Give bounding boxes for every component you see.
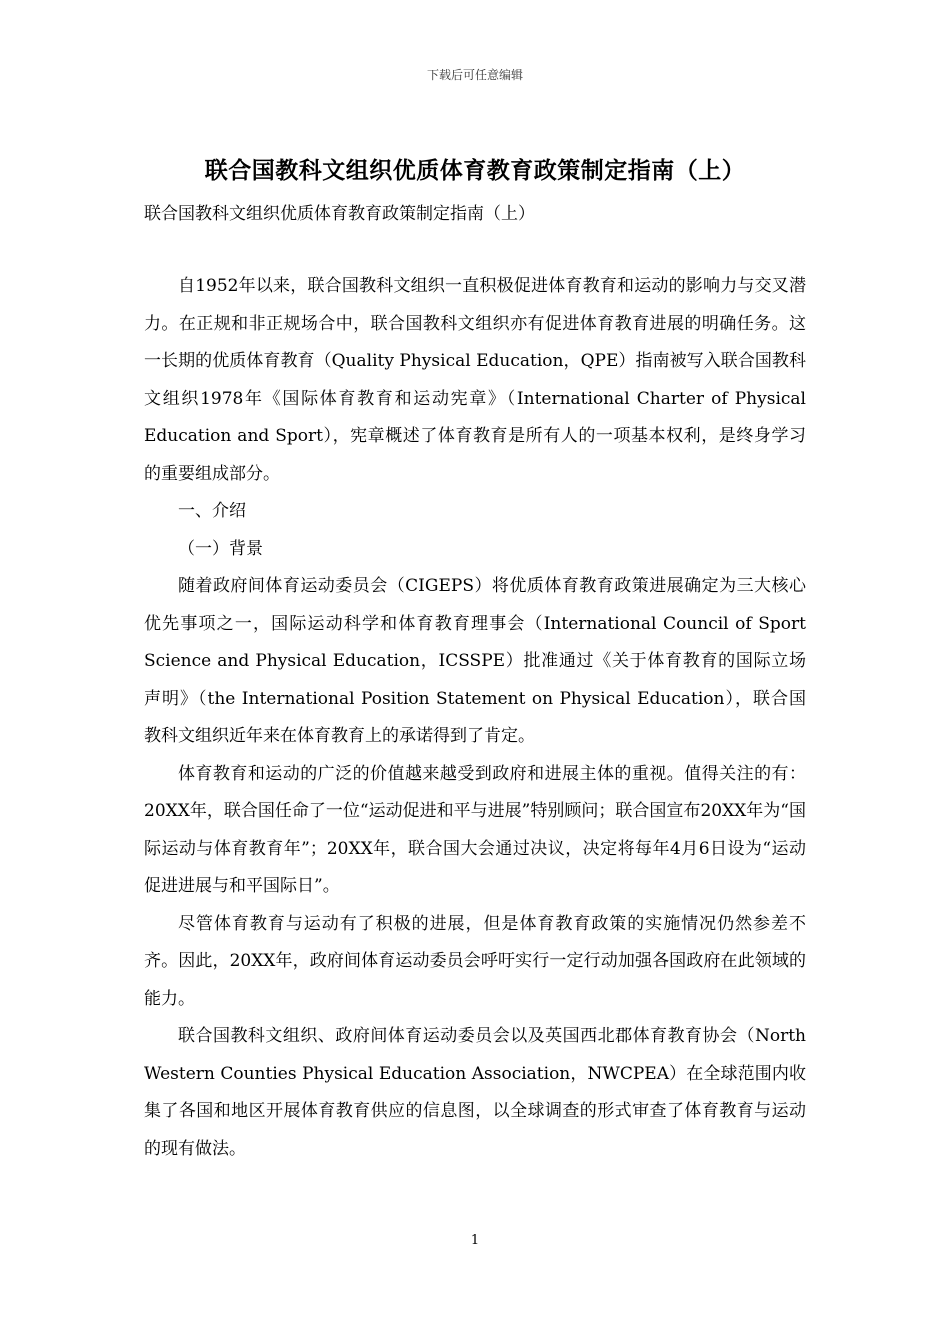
body-text <box>144 268 806 1168</box>
paragraph-intro: 自1952年以来，联合国教科文组织一直积极促进体育教育和运动的影响力与交叉潜力。在正规和非正规场合中，联合国教科文组织亦有促进体育教育进展的明确任务。这一长期的优质体育教育（Quality Physical Education，QPE）指南被写入联合国教科文组织1978年《国际体育教育和运动宪章》（International Charter of Physical Education and Sport），宪章概述了体育教育是所有人的一项基本权利，是终身学习的重要组成部分。 <box>144 276 806 484</box>
section-heading-introduction: 一、介绍 <box>178 501 246 521</box>
page-number: 1 <box>470 1233 480 1248</box>
subsection-heading-background: （一）背景 <box>178 538 263 559</box>
paragraph-survey: 联合国教科文组织、政府间体育运动委员会以及英国西北郡体育教育协会（North Western Counties Physical Education Association，NWCPEA）在全球范围内收集了各国和地区开展体育教育供应的信息图，以全球调查的形式审查了体育教育与运动的现有做法。 <box>144 1026 806 1159</box>
paragraph-background: 随着政府间体育运动委员会（CIGEPS）将优质体育教育政策进展确定为三大核心优先事项之一，国际运动科学和体育教育理事会（International Council of Sport Science and Physical Education，ICSSPE）批准通过《关于体育教育的国际立场声明》（the International Position Statement on Physical Education），联合国教科文组织近年来在体育教育上的承诺得到了肯定。 <box>144 576 806 746</box>
document-subtitle: 联合国教科文组织优质体育教育政策制定指南（上） <box>144 204 535 224</box>
paragraph-progress: 尽管体育教育与运动有了积极的进展，但是体育教育政策的实施情况仍然参差不齐。因此，20XX年，政府间体育运动委员会呼吁实行一定行动加强各国政府在此领域的能力。 <box>144 913 806 1009</box>
paragraph-value: 体育教育和运动的广泛的价值越来越受到政府和进展主体的重视。值得关注的有：20XX年，联合国任命了一位“运动促进和平与进展”特别顾问；联合国宣布20XX年为“国际运动与体育教育年”；20XX年，联合国大会通过决议，决定将每年4月6日设为“运动促进进展与和平国际日”。 <box>144 763 806 896</box>
header-note: 下载后可任意编辑 <box>426 68 523 82</box>
document-title: 联合国教科文组织优质体育教育政策制定指南（上） <box>204 157 746 184</box>
